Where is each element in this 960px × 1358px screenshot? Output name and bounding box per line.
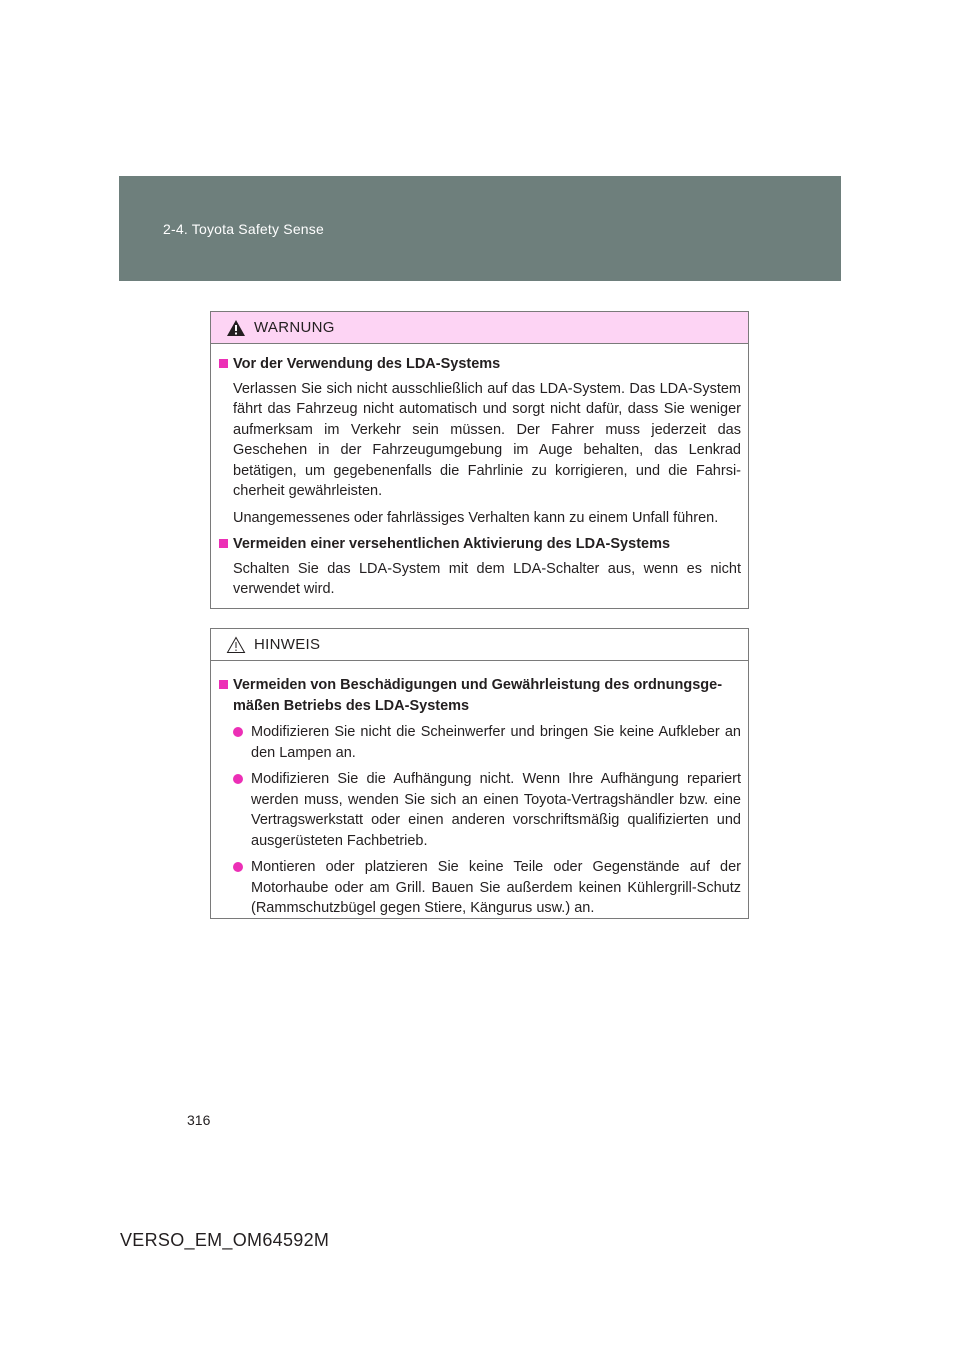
warning-section-title: Vor der Verwendung des LDA-Systems bbox=[219, 354, 741, 375]
note-box-body bbox=[211, 661, 748, 919]
warning-label: WARNUNG bbox=[254, 319, 335, 336]
note-label: HINWEIS bbox=[254, 636, 321, 653]
round-bullet-icon bbox=[233, 727, 243, 737]
page-number: 316 bbox=[187, 1112, 211, 1128]
square-bullet-icon bbox=[219, 359, 228, 368]
round-bullet-icon bbox=[233, 862, 243, 872]
list-item: Montieren oder platzieren Sie keine Teile oder Gegenstände auf der Motorhaube oder am Grill. Bauen Sie außerdem keinen Kühlergrill-Schutz (Rammschutzbügel gegen Stiere, Kängurus usw.) an. bbox=[219, 857, 741, 919]
warning-box-body bbox=[211, 344, 748, 600]
note-box bbox=[210, 628, 749, 919]
chapter-title: 2-4. Toyota Safety Sense bbox=[163, 221, 324, 237]
caution-outline-icon bbox=[226, 636, 246, 654]
list-item: Modifizieren Sie die Aufhängung nicht. Wenn Ihre Aufhängung repariert werden muss, wenden Sie sich an einen Toyota-Vertragshändler bzw. eine Vertragswerkstatt oder einen anderen vorschriftsmäßig qualifizierten und ausgerüsteten Fachbetrieb. bbox=[219, 769, 741, 851]
round-bullet-icon bbox=[233, 774, 243, 784]
warning-paragraph: Schalten Sie das LDA-System mit dem LDA-Schalter aus, wenn es nicht verwendet wird. bbox=[233, 560, 741, 597]
warning-paragraph: Verlassen Sie sich nicht ausschließlich auf das LDA-System. Das LDA-System fährt das Fahrzeug nicht automatisch und sorgt nicht dafür, dass Sie weniger aufmerksam im Verkehr sein müssen. Der Fahrer muss jederzeit das Geschehen in der Fahrzeugumgebung im Auge behalten, das Lenkrad betätigen, um gegebenenfalls die Fahrlinie zu korrigieren, und die Fahrsi-cherheit gewährleisten. bbox=[233, 380, 741, 499]
note-box-header bbox=[211, 629, 748, 661]
square-bullet-icon bbox=[219, 680, 228, 689]
list-item: Modifizieren Sie nicht die Scheinwerfer und bringen Sie keine Aufkleber an den Lampen an. bbox=[219, 722, 741, 763]
warning-filled-icon bbox=[226, 319, 246, 337]
warning-paragraph: Unangemessenes oder fahrlässiges Verhalten kann zu einem Unfall führen. bbox=[233, 509, 719, 526]
note-section-title: Vermeiden von Beschädigungen und Gewährleistung des ordnungsge-mäßen Betriebs des LDA-Systems bbox=[219, 675, 741, 716]
square-bullet-icon bbox=[219, 539, 228, 548]
document-code: VERSO_EM_OM64592M bbox=[120, 1230, 330, 1250]
warning-box-header bbox=[211, 312, 748, 344]
warning-section-title: Vermeiden einer versehentlichen Aktivierung des LDA-Systems bbox=[219, 534, 741, 555]
warning-box bbox=[210, 311, 749, 609]
